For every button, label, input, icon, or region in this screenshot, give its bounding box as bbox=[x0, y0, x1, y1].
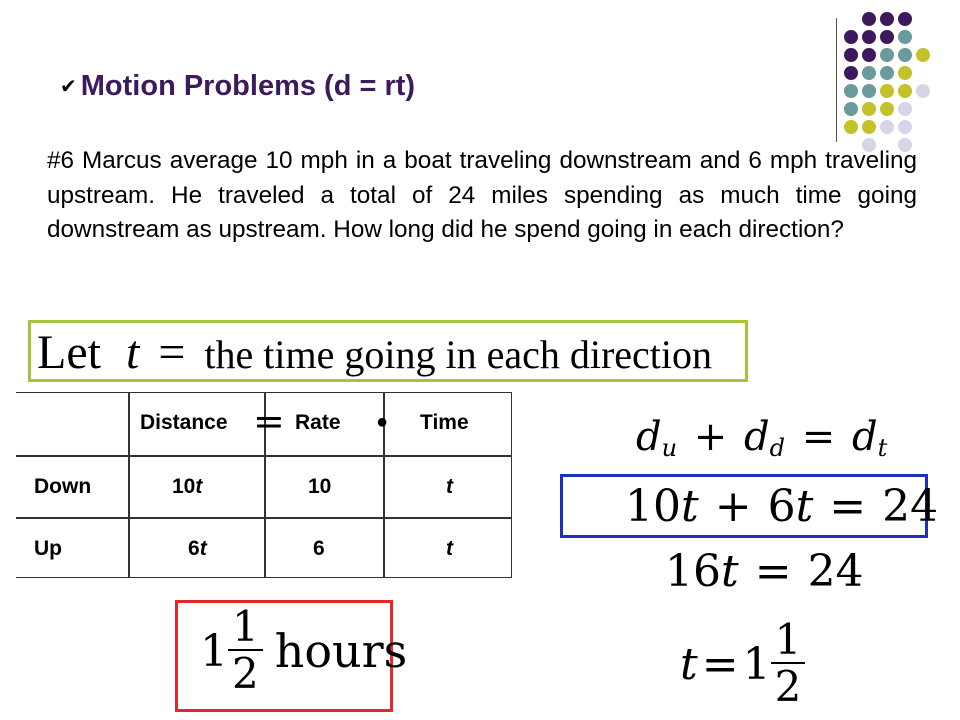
row-down-distance: 10t bbox=[172, 475, 203, 498]
decorative-dot bbox=[844, 102, 858, 116]
decorative-dot-grid bbox=[844, 12, 954, 152]
let-variable: t bbox=[125, 326, 140, 379]
decorative-dot bbox=[916, 84, 930, 98]
let-word: Let bbox=[37, 326, 101, 379]
decorative-dot bbox=[898, 12, 912, 26]
decorative-dot bbox=[898, 84, 912, 98]
let-description: the time going in each direction bbox=[204, 332, 713, 377]
motion-table bbox=[16, 392, 512, 578]
checkmark-icon: ✔ bbox=[60, 76, 77, 98]
decorative-dot bbox=[862, 66, 876, 80]
row-up-label: Up bbox=[34, 537, 62, 560]
decorative-dot bbox=[844, 84, 858, 98]
decorative-dot bbox=[844, 30, 858, 44]
decorative-vertical-line bbox=[836, 18, 837, 142]
decorative-dot bbox=[862, 48, 876, 62]
let-definition bbox=[37, 323, 712, 385]
slide-title bbox=[60, 70, 415, 103]
header-time: Time bbox=[420, 411, 469, 434]
answer-value: 1 $\frac{1}{2}$ hours bbox=[200, 602, 408, 699]
equation-solution: t = 1 $\frac{1}{2}$ bbox=[680, 618, 805, 710]
row-up-rate: 6 bbox=[313, 537, 325, 560]
decorative-dot bbox=[862, 120, 876, 134]
row-down-rate: 10 bbox=[308, 475, 332, 498]
row-down-label: Down bbox=[34, 475, 92, 498]
problem-statement: #6 Marcus average 10 mph in a boat traveling downstream and 6 mph traveling upstream. He traveled a total of 24 miles spending as much time going downstream as upstream. How long did he spend going in each direction? bbox=[47, 147, 917, 244]
decorative-dot bbox=[862, 30, 876, 44]
decorative-dot bbox=[898, 30, 912, 44]
equation-setup: 10t + 6t = 24 bbox=[625, 481, 939, 532]
row-down-time: t bbox=[446, 475, 453, 498]
decorative-dot bbox=[898, 120, 912, 134]
equation-box-blue bbox=[560, 474, 939, 538]
decorative-dot bbox=[862, 102, 876, 116]
decorative-dot bbox=[880, 66, 894, 80]
decorative-dot bbox=[880, 102, 894, 116]
table-divider bbox=[16, 517, 512, 519]
row-up-distance: 6t bbox=[188, 537, 207, 560]
header-rate: Rate bbox=[295, 411, 341, 434]
decorative-dot bbox=[880, 84, 894, 98]
table-divider bbox=[128, 393, 130, 577]
decorative-dot bbox=[916, 48, 930, 62]
decorative-dot bbox=[862, 84, 876, 98]
header-distance: Distance bbox=[140, 411, 228, 434]
decorative-dot bbox=[898, 66, 912, 80]
decorative-dot bbox=[880, 30, 894, 44]
decorative-dot bbox=[898, 102, 912, 116]
decorative-dot bbox=[844, 120, 858, 134]
equation-combined: 16t = 24 bbox=[665, 546, 864, 597]
table-divider bbox=[16, 455, 512, 457]
decorative-dot bbox=[898, 48, 912, 62]
decorative-dot bbox=[880, 12, 894, 26]
decorative-dot bbox=[862, 12, 876, 26]
decorative-dot bbox=[880, 48, 894, 62]
title-text: Motion Problems (d = rt) bbox=[80, 70, 416, 102]
decorative-dot bbox=[844, 48, 858, 62]
let-definition-box bbox=[28, 320, 748, 382]
header-multiply-dot: ● bbox=[376, 411, 389, 433]
decorative-dot bbox=[844, 66, 858, 80]
decorative-dot bbox=[880, 120, 894, 134]
let-equals: = bbox=[158, 326, 186, 379]
equation-distance-sum: $d_u + d_d = d_t$ bbox=[636, 414, 888, 462]
row-up-time: t bbox=[446, 537, 453, 560]
answer-box bbox=[175, 600, 408, 712]
header-equals: = bbox=[253, 399, 285, 443]
